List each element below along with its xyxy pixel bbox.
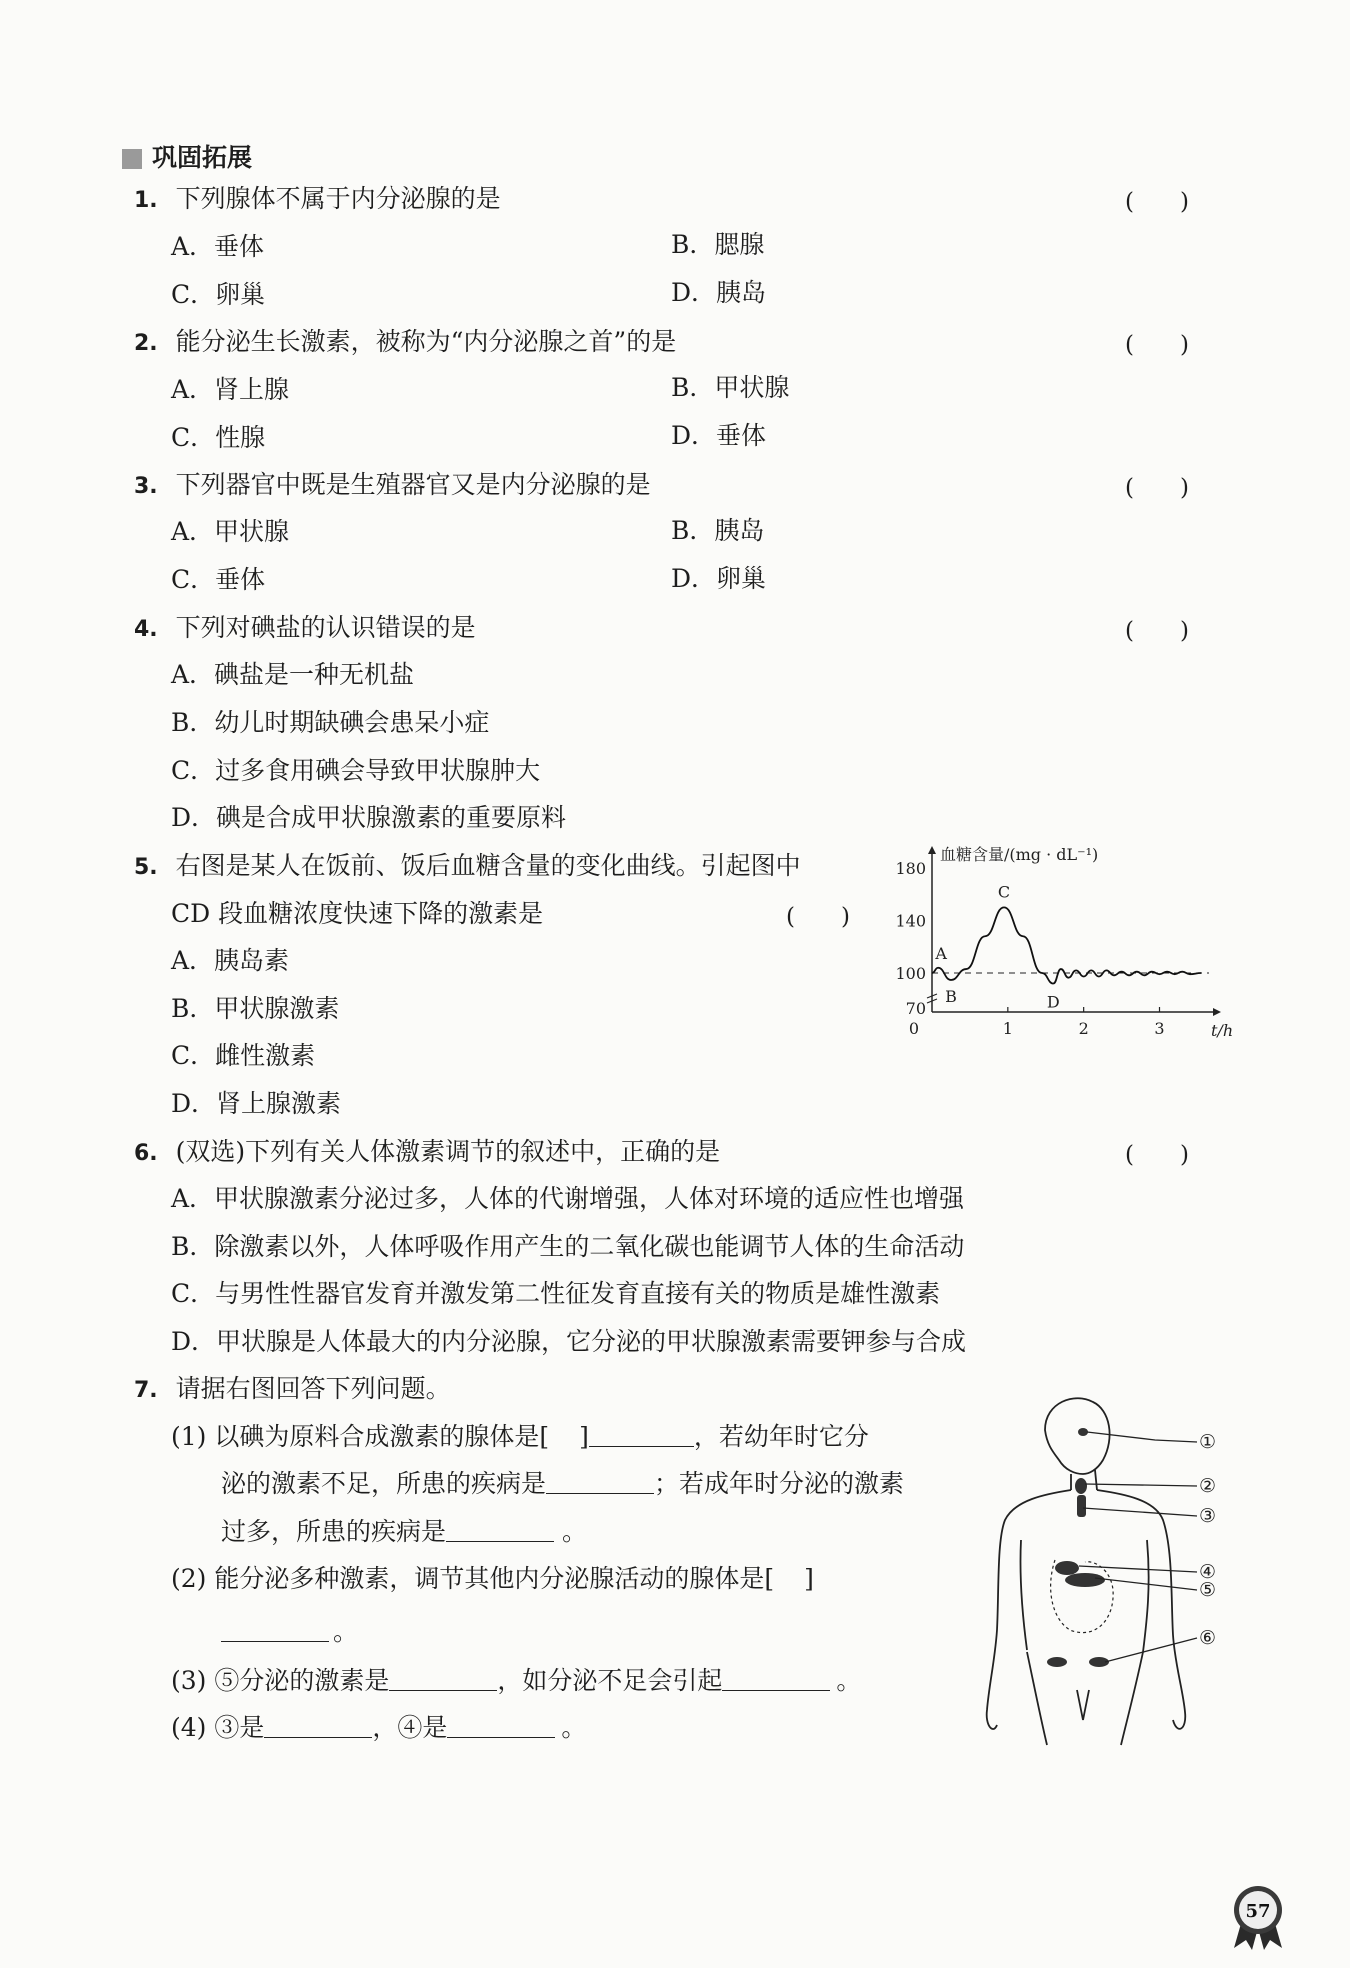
- answer-paren[interactable]: ( ): [1125, 189, 1189, 215]
- answer-blank[interactable]: [447, 1713, 555, 1738]
- question-stem: (双选)下列有关人体激素调节的叙述中，正确的是: [175, 1137, 721, 1166]
- question-2: [134, 326, 676, 360]
- question-4: [134, 612, 476, 646]
- q7-part1-text: ，若幼年时它分: [693, 1422, 869, 1451]
- page-number: 57: [1245, 1901, 1271, 1922]
- point-label-d: D: [1046, 992, 1060, 1012]
- answer-blank[interactable]: [722, 1666, 830, 1691]
- option-b[interactable]: B．幼儿时期缺碘会患呆小症: [171, 708, 490, 737]
- option-d[interactable]: D．垂体: [671, 421, 767, 450]
- question-3: [134, 469, 651, 503]
- answer-blank[interactable]: [389, 1666, 497, 1691]
- option-b[interactable]: B．胰岛: [671, 516, 765, 545]
- answer-blank[interactable]: [589, 1422, 694, 1447]
- y-axis-label: 血糖含量/(mg · dL⁻¹): [940, 845, 1099, 864]
- q7-part1-text: ；若成年时分泌的激素: [654, 1469, 905, 1498]
- leader-line-2: [1085, 1484, 1197, 1486]
- q7-part1-line2: [221, 1468, 904, 1500]
- y-tick-label: 140: [895, 911, 926, 931]
- question-number: 1.: [134, 188, 158, 213]
- option-d[interactable]: D．甲状腺是人体最大的内分泌腺，它分泌的甲状腺激素需要钾参与合成: [171, 1327, 967, 1356]
- answer-blank[interactable]: [446, 1517, 554, 1542]
- option-c[interactable]: C．过多食用碘会导致甲状腺肿大: [171, 756, 541, 785]
- x-tick-label: 0: [908, 1019, 920, 1038]
- q7-part2-text: (2) 能分泌多种激素，调节其他内分泌腺活动的腺体是[: [171, 1564, 775, 1593]
- figure-label-2: ②: [1199, 1475, 1217, 1497]
- adrenal-gland: [1055, 1561, 1079, 1575]
- bracket-close: ]: [579, 1422, 589, 1451]
- head-outline: [1045, 1398, 1110, 1474]
- option-a[interactable]: A．甲状腺激素分泌过多，人体的代谢增强，人体对环境的适应性也增强: [171, 1184, 965, 1213]
- option-a[interactable]: A．甲状腺: [171, 517, 290, 546]
- option-a[interactable]: A．胰岛素: [171, 946, 290, 975]
- answer-paren[interactable]: ( ): [786, 904, 850, 930]
- figure-label-4: ④: [1199, 1561, 1217, 1583]
- answer-paren[interactable]: ( ): [1125, 475, 1189, 501]
- figure-label-6: ⑥: [1199, 1627, 1217, 1649]
- question-7: [134, 1373, 451, 1407]
- point-label-a: A: [935, 944, 947, 964]
- blood-glucose-chart: [880, 840, 1234, 1060]
- question-stem: 下列腺体不属于内分泌腺的是: [175, 184, 501, 213]
- x-tick-label: 1: [1002, 1019, 1013, 1038]
- q7-part3-text: 。: [836, 1666, 862, 1695]
- option-d[interactable]: D．碘是合成甲状腺激素的重要原料: [171, 803, 567, 832]
- option-c[interactable]: C．卵巢: [171, 280, 266, 309]
- question-number: 5.: [134, 855, 158, 880]
- section-header: [122, 138, 252, 174]
- inner-arm-lines: [1020, 1540, 1148, 1652]
- point-label-b: B: [945, 987, 957, 1006]
- human-endocrine-figure: [975, 1390, 1220, 1750]
- question-number: 7.: [134, 1378, 158, 1403]
- x-axis-label: t/h: [1211, 1021, 1234, 1040]
- thyroid-gland: [1075, 1478, 1087, 1494]
- q7-part1-text: 。: [562, 1517, 588, 1546]
- q7-part1-line1: [171, 1421, 869, 1453]
- question-stem: 能分泌生长激素，被称为“内分泌腺之首”的是: [175, 327, 677, 356]
- pituitary-gland: [1078, 1428, 1088, 1436]
- thymus-gland: [1077, 1495, 1086, 1517]
- x-tick-label: 3: [1154, 1019, 1165, 1038]
- answer-paren[interactable]: ( ): [1125, 618, 1189, 644]
- question-stem-line2: CD 段血糖浓度快速下降的激素是: [171, 899, 544, 928]
- hip-lines: [1027, 1652, 1143, 1745]
- answer-blank[interactable]: [546, 1469, 654, 1494]
- option-b[interactable]: B．腮腺: [671, 230, 765, 259]
- question-stem: 下列对碘盐的认识错误的是: [175, 613, 476, 642]
- gonad-left: [1047, 1657, 1067, 1667]
- q7-part1-text: 泌的激素不足，所患的疾病是: [221, 1469, 547, 1498]
- answer-paren[interactable]: ( ): [1125, 332, 1189, 358]
- point-label-c: C: [997, 882, 1011, 902]
- figure-label-1: ①: [1199, 1431, 1217, 1453]
- q7-part1-text: 过多，所患的疾病是: [221, 1517, 447, 1546]
- leader-line-5: [1095, 1578, 1197, 1590]
- x-axis-arrow: [1213, 1008, 1221, 1016]
- y-tick-label: 180: [895, 859, 926, 878]
- question-stem: 请据右图回答下列问题。: [175, 1374, 451, 1403]
- q7-part4-text: (4) ③是: [171, 1713, 265, 1742]
- question-stem-line1: 右图是某人在饭前、饭后血糖含量的变化曲线。引起图中: [175, 851, 801, 880]
- q7-part4-text: ，④是: [372, 1713, 448, 1742]
- option-b[interactable]: B．甲状腺激素: [171, 994, 340, 1023]
- option-d[interactable]: D．胰岛: [671, 278, 767, 307]
- leader-line-1: [1087, 1432, 1197, 1442]
- q7-part4-text: 。: [561, 1713, 587, 1742]
- q7-part3: [171, 1665, 861, 1697]
- option-b[interactable]: B．甲状腺: [671, 373, 790, 402]
- option-d[interactable]: D．肾上腺激素: [171, 1089, 342, 1118]
- question-stem: 下列器官中既是生殖器官又是内分泌腺的是: [175, 470, 651, 499]
- option-b[interactable]: B．除激素以外，人体呼吸作用产生的二氧化碳也能调节人体的生命活动: [171, 1232, 965, 1261]
- q7-part2-line1: [171, 1563, 814, 1595]
- answer-paren[interactable]: ( ): [1125, 1142, 1189, 1168]
- q7-part1-line3: [221, 1516, 587, 1548]
- y-axis-arrow: [928, 846, 936, 854]
- pancreas-gland: [1065, 1573, 1105, 1587]
- answer-blank[interactable]: [221, 1617, 329, 1642]
- leader-line-3: [1083, 1508, 1197, 1516]
- question-number: 6.: [134, 1141, 158, 1166]
- figure-label-3: ③: [1199, 1505, 1217, 1527]
- option-a[interactable]: A．垂体: [171, 232, 265, 261]
- question-6: [134, 1136, 720, 1170]
- leader-line-6: [1105, 1638, 1197, 1662]
- q7-part3-text: (3) ⑤分泌的激素是: [171, 1666, 390, 1695]
- answer-blank[interactable]: [264, 1713, 372, 1738]
- q7-part1-text: (1) 以碘为原料合成激素的腺体是[: [171, 1422, 550, 1451]
- y-tick-label: 70: [905, 999, 926, 1018]
- option-a[interactable]: A．肾上腺: [171, 375, 290, 404]
- q7-part4: [171, 1712, 586, 1744]
- option-d[interactable]: D．卵巢: [671, 564, 767, 593]
- option-c[interactable]: C．与男性性器官发育并激发第二性征发育直接有关的物质是雄性激素: [171, 1279, 941, 1308]
- option-c[interactable]: C．垂体: [171, 565, 266, 594]
- question-number: 4.: [134, 617, 158, 642]
- q7-part2-line2: [221, 1616, 358, 1648]
- section-square-icon: [122, 149, 142, 169]
- question-number: 2.: [134, 331, 158, 356]
- x-tick-label: 2: [1078, 1019, 1089, 1038]
- option-c[interactable]: C．性腺: [171, 423, 266, 452]
- q7-part2-text: 。: [333, 1617, 359, 1646]
- question-number: 3.: [134, 474, 158, 499]
- bracket-close: ]: [804, 1564, 814, 1593]
- leader-line-4: [1079, 1566, 1197, 1572]
- q7-part3-text: ，如分泌不足会引起: [497, 1666, 723, 1695]
- figure-label-5: ⑤: [1199, 1579, 1217, 1601]
- question-1: [134, 183, 501, 217]
- page-number-badge: [1228, 1882, 1288, 1952]
- y-tick-label: 100: [895, 964, 926, 983]
- section-title: 巩固拓展: [152, 143, 253, 172]
- glucose-curve: [932, 907, 1201, 983]
- torso-outline: [987, 1490, 1186, 1729]
- option-a[interactable]: A．碘盐是一种无机盐: [171, 660, 415, 689]
- option-c[interactable]: C．雌性激素: [171, 1041, 316, 1070]
- question-5: [134, 850, 801, 884]
